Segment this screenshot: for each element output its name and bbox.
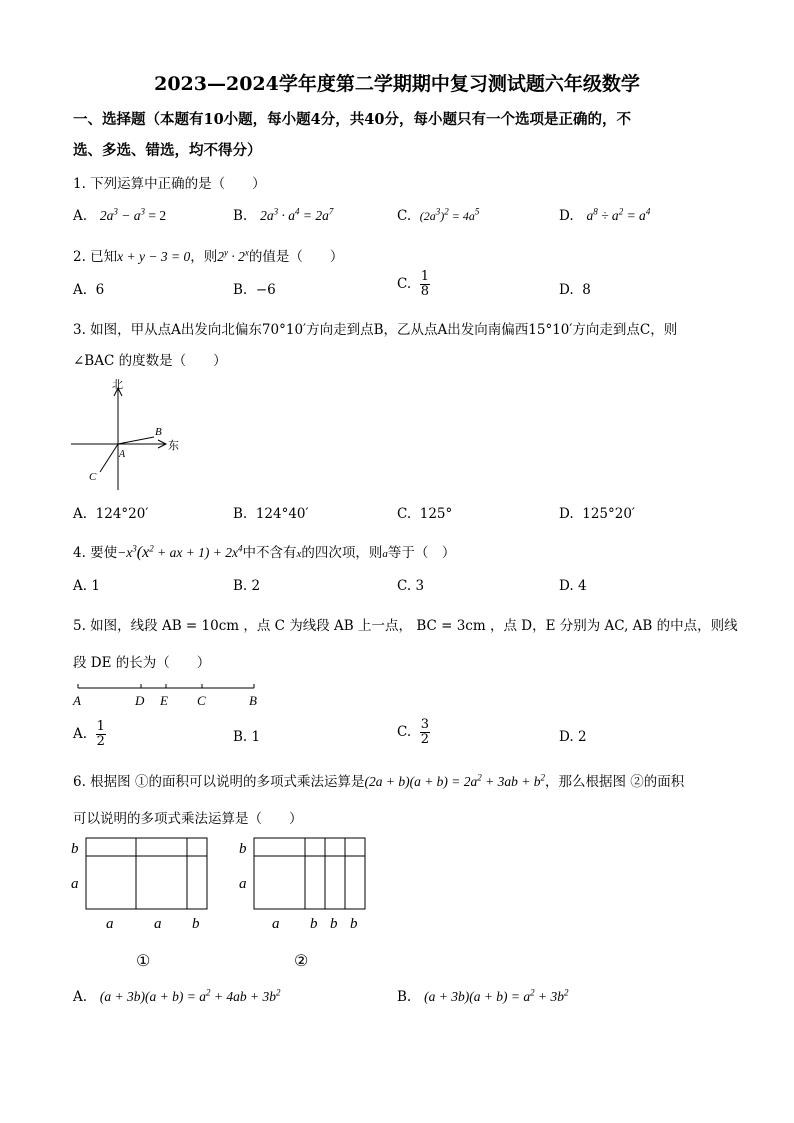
q1-option-d: D. $a^8 \div a^2 = a^4$ [559,206,651,224]
q3-direction-figure [66,376,190,492]
fig1-col-a1-label: a [106,916,114,932]
q5-segment-figure [70,680,270,712]
question-6-line2: 可以说明的多项式乘法运算是（ ） [73,811,303,827]
question-5-line1: 5. 如图，线段 AB = 10cm ，点 C 为线段 AB 上一点， BC = 3cm ，点 D，E 分别为 AC, AB 的中点，则线 [73,618,738,634]
fig2-col-b2-label: b [330,916,338,932]
question-6-line1: 6. 根据图 ①的面积可以说明的多项式乘法运算是$(2a + b)(a + b) = 2a^2 + 3ab + b^2$，那么根据图 ②的面积 [73,772,685,790]
q4-option-a: A. 1 [73,578,100,594]
q1-option-b: B. $2a^3 \cdot a^4 = 2a^7$ [233,206,334,224]
q4-option-d: D. 4 [559,578,587,594]
q6-option-b: B. $(a + 3b)(a + b) = a^2 + 3b^2$ [397,987,569,1005]
question-2-text: 2. 已知x + y − 3 = 0，则$2^y \cdot 2^x$的值是（ ） [73,247,344,265]
q1-option-c: C. $(2a^3)^2 = 4a^5$ [397,206,480,224]
point-b-label: B [249,693,257,708]
fig1-row-a-label: a [71,876,79,892]
point-a-label: A [73,693,81,708]
east-label: 东 [168,440,179,452]
q6-figure-1 [68,832,218,972]
q2-option-b: B. −6 [233,282,276,298]
q2-option-a: A. 6 [73,282,105,298]
q6-figure-2 [236,832,386,972]
q3-option-a: A. 124°20′ [73,506,149,522]
question-1-text: 1. 下列运算中正确的是（ ） [73,176,266,192]
q5-option-c: C. $\frac{3}{2}$ [397,717,430,747]
fig2-caption: ② [294,953,309,970]
q6-option-a: A. $(a + 3b)(a + b) = a^2 + 4ab + 3b^2$ [73,987,281,1005]
point-a-label: A [119,449,126,460]
q3-option-d: D. 125°20′ [559,506,635,522]
point-c-label: C [89,471,97,483]
q4-option-b: B. 2 [233,578,261,594]
question-3-line2: ∠BAC 的度数是（ ） [73,353,227,369]
point-b-label: B [155,426,162,438]
question-5-line2: 段 DE 的长为（ ） [73,655,211,671]
fig2-col-a-label: a [272,916,280,932]
fig1-outer-rect [86,838,207,909]
ray-ab [118,437,154,444]
fig2-row-b-label: b [239,841,247,857]
fig1-col-b-label: b [192,916,200,932]
fig2-col-b1-label: b [310,916,318,932]
question-4-text: 4. 要使$-x^3(x^2$ + ax + $1) + 2x^4$中不含有x的四次项，则a等于（ ） [73,543,456,561]
ray-ac [100,444,118,472]
section-heading-line2: 选、多选、错选，均不得分） [73,142,262,159]
point-c-label: C [197,693,206,708]
q2-option-d: D. 8 [559,282,591,298]
q3-option-c: C. 125° [397,506,453,522]
q4-option-c: C. 3 [397,578,425,594]
point-d-label: D [135,693,145,708]
fig1-caption: ① [136,953,151,970]
page-title: 2023—2024学年度第二学期期中复习测试题六年级数学 [154,73,640,95]
fig2-col-b3-label: b [350,916,358,932]
point-e-label: E [160,693,168,708]
fig2-row-a-label: a [239,876,247,892]
q3-option-b: B. 124°40′ [233,506,309,522]
q5-option-b: B. 1 [233,729,261,745]
section-heading-line1: 一、选择题（本题有10小题，每小题4分，共40分，每小题只有一个选项是正确的，不 [73,111,631,128]
fig1-row-b-label: b [71,841,79,857]
q5-option-a: A. $\frac{1}{2}$ [73,719,105,749]
q1-option-a: A. $2a^3 - a^3 = 2$ [73,206,167,224]
north-label: 北 [112,379,123,391]
q5-option-d: D. 2 [559,729,587,745]
fig2-outer-rect [254,838,365,909]
question-3-line1: 3. 如图，甲从点A出发向北偏东70°10′方向走到点B，乙从点A出发向南偏西15°10′方向走到点C，则 [73,322,678,338]
fig1-col-a2-label: a [154,916,162,932]
q2-option-c: C. $\frac{1}{8}$ [397,269,430,299]
